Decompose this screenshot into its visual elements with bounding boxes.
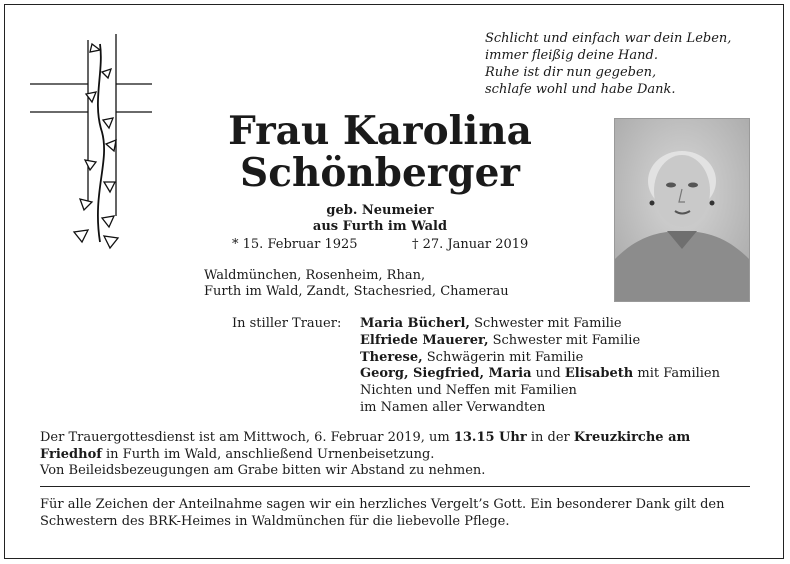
mourner-name: Elfriede Mauerer, xyxy=(360,332,489,348)
places xyxy=(204,268,509,300)
service-place: Kreuzkirche am Friedhof xyxy=(40,430,691,462)
mourners-label: In stiller Trauer: xyxy=(232,316,342,331)
birth-date: * 15. Februar 1925 xyxy=(232,237,358,252)
service-info xyxy=(40,430,755,480)
mourner-row xyxy=(360,333,720,350)
places-line: Waldmünchen, Rosenheim, Rhan, xyxy=(204,268,426,283)
poem-line: Ruhe ist dir nun gegeben, xyxy=(485,65,657,80)
name-line-2: Schönberger xyxy=(240,150,520,196)
mourner-row xyxy=(360,316,720,333)
mourners-list xyxy=(360,316,720,417)
divider xyxy=(40,486,750,487)
birth-info xyxy=(190,203,570,235)
origin: aus Furth im Wald xyxy=(312,219,448,234)
poem-line: immer fleißig deine Hand. xyxy=(485,48,658,63)
service-text-part: in der xyxy=(526,430,574,445)
mourner-relation: mit Familien xyxy=(633,366,720,382)
poem-line: Schlicht und einfach war dein Leben, xyxy=(485,31,732,46)
mourner-relation: Schwägerin mit Familie xyxy=(422,349,584,365)
deceased-name xyxy=(190,110,570,194)
mourner-name: Maria Bücherl, xyxy=(360,316,470,331)
places-line: Furth im Wald, Zandt, Stachesried, Chamerau xyxy=(204,284,509,299)
birth-name: geb. Neumeier xyxy=(326,203,434,218)
ivy-cross-icon xyxy=(30,32,160,252)
mourner-row xyxy=(360,350,720,367)
mourner-conjunction: und xyxy=(531,366,565,382)
mourner-row: Nichten und Neffen mit Familien xyxy=(360,383,577,399)
mourner-row: im Namen aller Verwandten xyxy=(360,399,546,415)
service-text xyxy=(40,430,755,463)
mourner-relation: Schwester mit Familie xyxy=(488,332,641,348)
death-date: † 27. Januar 2019 xyxy=(412,237,529,252)
service-time: 13.15 Uhr xyxy=(453,430,527,445)
service-text-part: in Furth im Wald, anschließend Urnenbeisetzung. xyxy=(101,446,435,462)
portrait-photo xyxy=(614,118,750,302)
mourner-name: Therese, xyxy=(360,349,423,365)
mourner-row xyxy=(360,366,720,383)
service-text-part: Der Trauergottesdienst ist am Mittwoch, 6. Februar 2019, um xyxy=(40,430,454,445)
mourner-name: Georg, Siegfried, Maria xyxy=(360,366,532,382)
condolence-note: Von Beileidsbezeugungen am Grabe bitten wir Abstand zu nehmen. xyxy=(40,463,486,478)
thanks-text: Für alle Zeichen der Anteilnahme sagen wir ein herzliches Vergelt’s Gott. Ein besonderer Dank gilt den Schwestern des BRK-Heimes in Waldmünchen für die liebevolle Pflege. xyxy=(40,497,725,529)
poem xyxy=(485,30,775,98)
mourner-name: Elisabeth xyxy=(564,366,634,382)
mourner-relation: Schwester mit Familie xyxy=(469,316,622,331)
poem-line: schlafe wohl und habe Dank. xyxy=(485,82,676,97)
name-line-1: Frau Karolina xyxy=(228,108,532,154)
